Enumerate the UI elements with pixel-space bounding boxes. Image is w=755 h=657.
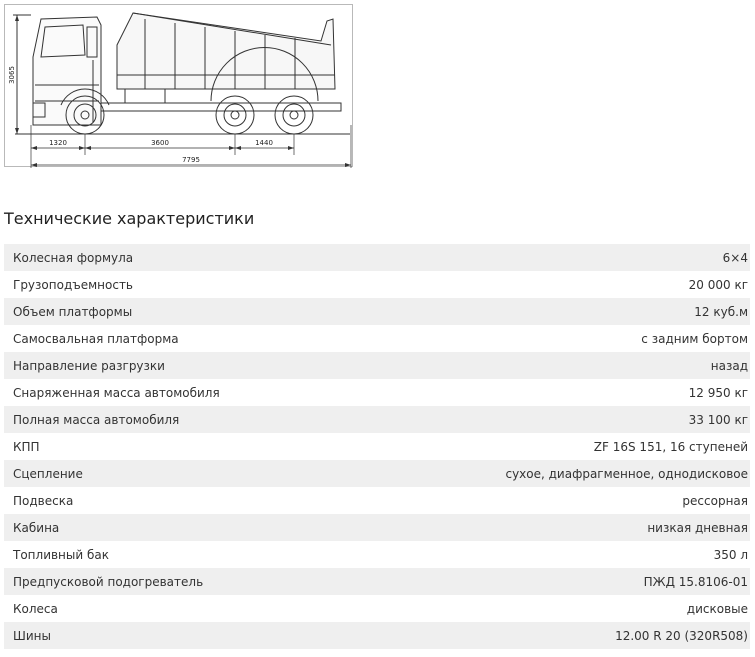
spec-label: Предпусковой подогреватель: [13, 574, 204, 589]
spec-value: дисковые: [686, 601, 748, 616]
spec-label: Направление разгрузки: [13, 358, 165, 373]
dim-rear-axles: 1440: [255, 139, 273, 147]
spec-value: рессорная: [682, 493, 748, 508]
spec-label: Полная масса автомобиля: [13, 412, 180, 427]
dim-height: 3065: [8, 66, 16, 84]
spec-value: ZF 16S 151, 16 ступеней: [593, 439, 748, 454]
spec-value: назад: [710, 358, 748, 373]
dump-body: [117, 13, 335, 89]
spec-row: [4, 244, 750, 271]
spec-value: 12 куб.м: [694, 304, 748, 319]
spec-row: [4, 622, 750, 649]
spec-row: [4, 514, 750, 541]
spec-label: Колеса: [13, 601, 58, 616]
spec-label: Самосвальная платформа: [13, 331, 179, 346]
spec-value: сухое, диафрагменное, однодисковое: [505, 466, 748, 481]
truck-drawing: [4, 4, 353, 167]
spec-row: [4, 460, 750, 487]
spec-label: Топливный бак: [13, 547, 109, 562]
spec-label: Сцепление: [13, 466, 83, 481]
spec-row: [4, 298, 750, 325]
spec-value: 12 950 кг: [688, 385, 748, 400]
dump-truck-diagram: [5, 5, 354, 168]
spec-label: Грузоподъемность: [13, 277, 134, 292]
spec-label: Снаряженная масса автомобиля: [13, 385, 220, 400]
spec-label: Подвеска: [13, 493, 74, 508]
spec-row: [4, 406, 750, 433]
dim-total-length: 7795: [182, 156, 200, 164]
spec-value: 20 000 кг: [688, 277, 748, 292]
spec-row: [4, 325, 750, 352]
spec-row: [4, 568, 750, 595]
spec-value: с задним бортом: [641, 331, 748, 346]
spec-row: [4, 433, 750, 460]
rear-wheel-1: [216, 96, 254, 134]
spec-value: низкая дневная: [647, 520, 748, 535]
chassis-frame: [101, 103, 341, 111]
spec-row: [4, 541, 750, 568]
spec-row: [4, 487, 750, 514]
spec-label: КПП: [13, 439, 40, 454]
fuel-tank: [125, 89, 165, 103]
spec-label: Кабина: [13, 520, 60, 535]
spec-value: 33 100 кг: [688, 412, 748, 427]
spec-row: [4, 352, 750, 379]
spec-value: 350 л: [713, 547, 748, 562]
spec-label: Шины: [13, 628, 51, 643]
section-title: Технические характеристики: [4, 209, 255, 228]
spec-row: [4, 595, 750, 622]
spec-label: Колесная формула: [13, 250, 134, 265]
spec-value: 6×4: [722, 250, 748, 265]
specs-table: [4, 244, 750, 649]
spec-row: [4, 271, 750, 298]
spec-value: 12.00 R 20 (320R508): [615, 628, 748, 643]
spec-value: ПЖД 15.8106-01: [643, 574, 748, 589]
rear-wheel-2: [275, 96, 313, 134]
spec-row: [4, 379, 750, 406]
dim-front-overhang: 1320: [49, 139, 67, 147]
dim-wheelbase: 3600: [151, 139, 169, 147]
spec-label: Объем платформы: [13, 304, 133, 319]
